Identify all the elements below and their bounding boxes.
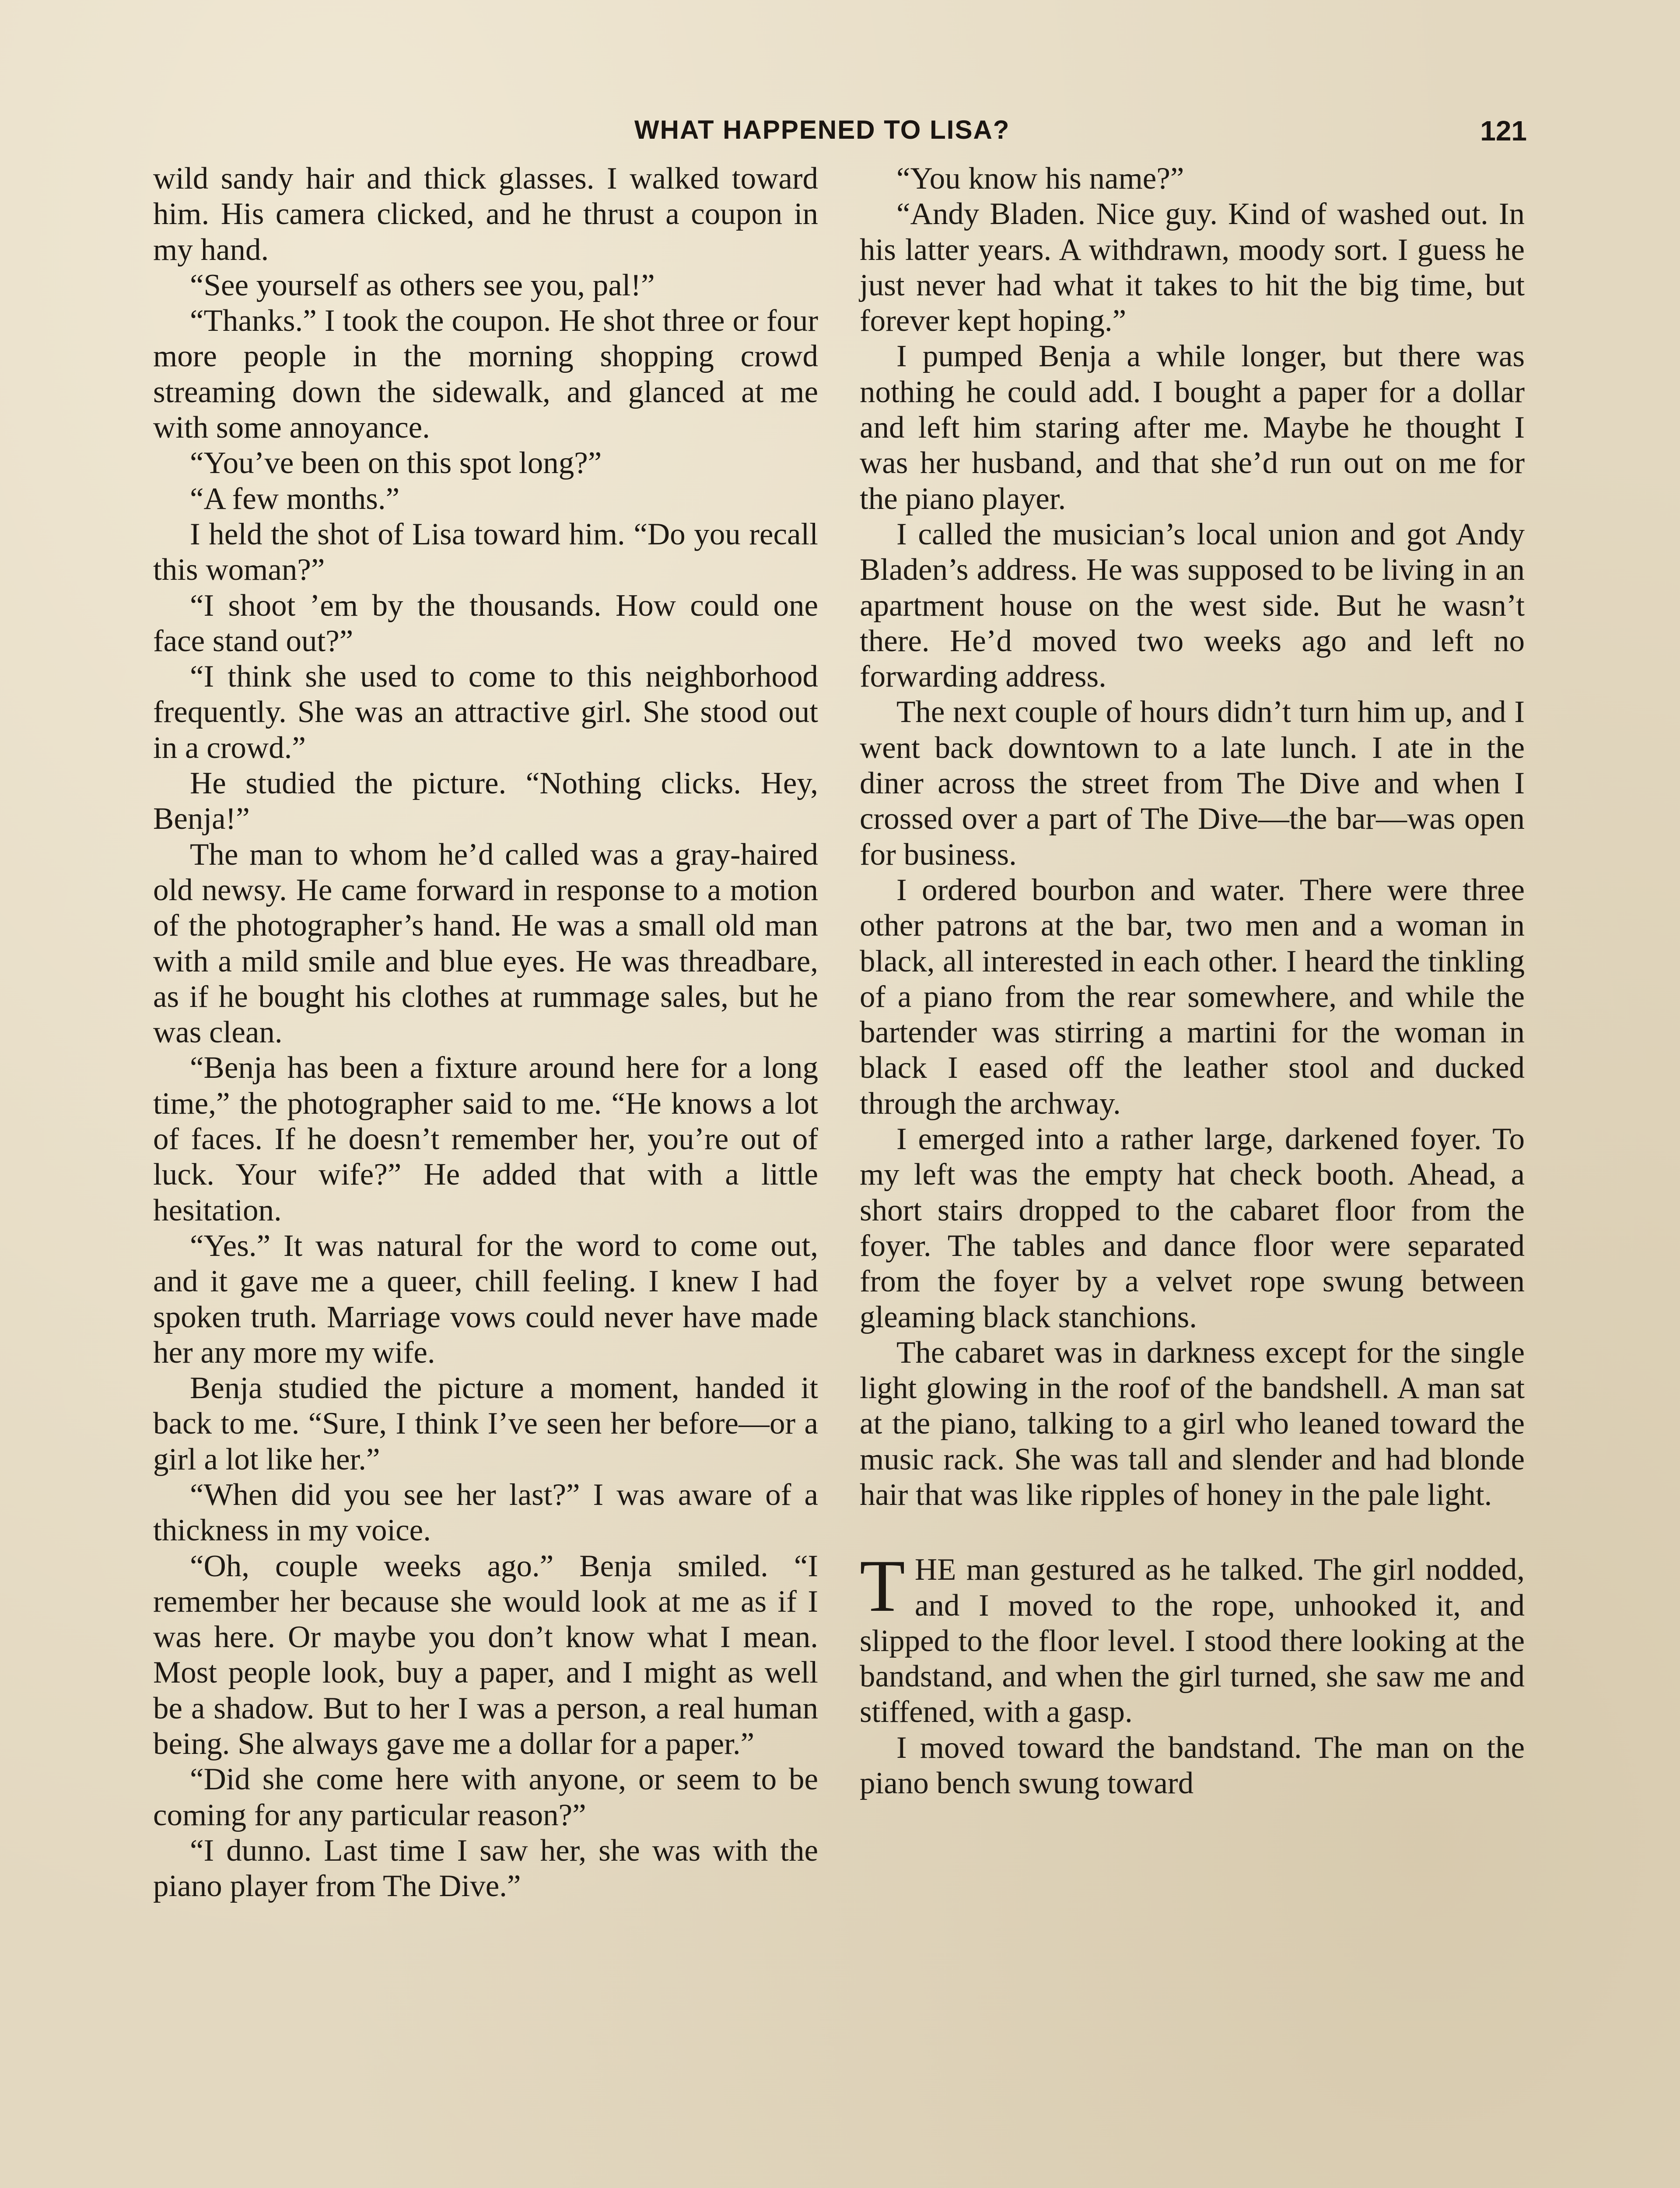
left-column [153,161,818,1904]
running-title: WHAT HAPPENED TO LISA? [634,115,1010,144]
page-number: 121 [1480,115,1527,147]
right-column [860,161,1525,1801]
page-header [153,115,1527,154]
paragraph: “Oh, couple weeks ago.” Benja smiled. “I remember her because she would look at me as if I was here. Or maybe you don’t know what I mean. Most people look, buy a paper, and I might as well be a shadow. But to her I was a person, a real human being. She always gave me a dollar for a paper.” [153,1549,818,1761]
paragraph: “Did she come here with anyone, or seem to be coming for any particular reason?” [153,1762,818,1832]
paragraph: “See yourself as others see you, pal!” [190,268,655,302]
paragraph: I emerged into a rather large, darkened foyer. To my left was the empty hat check booth. Ahead, a short stairs dropped to the cabaret floor from the foyer. The tables and dance floor were separated from the foyer by a velvet rope swung between gleaming black stanchions. [860,1122,1525,1334]
drop-cap: T [860,1545,905,1627]
paragraph: “When did you see her last?” I was aware of a thickness in my voice. [153,1477,818,1548]
section-start-text: HE man gestured as he talked. The girl nodded, and I moved to the rope, unhooked it, and slipped to the floor level. I stood there looking at the bandstand, and when the girl turned, she saw me and stiffened, with a gasp. [860,1553,1525,1729]
paragraph: I moved toward the bandstand. The man on the piano bench swung toward [860,1730,1525,1801]
paragraph: “I dunno. Last time I saw her, she was with the piano player from The Dive.” [153,1833,818,1904]
paragraph: “I think she used to come to this neighborhood frequently. She was an attractive girl. She stood out in a crowd.” [153,659,818,765]
paragraph: Benja studied the picture a moment, handed it back to me. “Sure, I think I’ve seen her before—or a girl a lot like her.” [153,1371,818,1476]
paragraph: The man to whom he’d called was a gray-haired old newsy. He came forward in response to a motion of the photographer’s hand. He was a small old man with a mild smile and blue eyes. He was threadbare, as if he bought his clothes at rummage sales, but he was clean. [153,837,818,1050]
paragraph: “I shoot ’em by the thousands. How could one face stand out?” [153,588,818,658]
paragraph: “Thanks.” I took the coupon. He shot three or four more people in the morning shopping crowd streaming down the sidewalk, and glanced at me with some annoyance. [153,304,818,445]
paragraph: I called the musician’s local union and got Andy Bladen’s address. He was supposed to be living in an apartment house on the west side. But he wasn’t there. He’d moved two weeks ago and left no forwarding address. [860,517,1525,694]
paragraph: “A few months.” [190,481,400,516]
paragraph: He studied the picture. “Nothing clicks. Hey, Benja!” [153,766,818,836]
paragraph: “Yes.” It was natural for the word to come out, and it gave me a queer, chill feeling. I knew I had spoken truth. Marriage vows could never have made her any more my wife. [153,1228,818,1370]
paragraph: wild sandy hair and thick glasses. I walked toward him. His camera clicked, and he thrust a coupon in my hand. [153,161,818,267]
paragraph: “Benja has been a fixture around here for a long time,” the photographer said to me. “He knows a lot of faces. If he doesn’t remember her, you’re out of luck. Your wife?” He added that with a little hesitation. [153,1051,818,1227]
paragraph: “Andy Bladen. Nice guy. Kind of washed out. In his latter years. A withdrawn, moody sort. I guess he just never had what it takes to hit the big time, but forever kept hoping.” [860,197,1525,338]
paragraph: I pumped Benja a while longer, but there was nothing he could add. I bought a paper for a dollar and left him staring after me. Maybe he thought I was her husband, and that she’d run out on me for the piano player. [860,339,1525,516]
section-start-paragraph [860,1545,1525,1730]
paragraph: I held the shot of Lisa toward him. “Do you recall this woman?” [153,517,818,587]
paragraph: The next couple of hours didn’t turn him up, and I went back downtown to a late lunch. I ate in the diner across the street from The Dive and when I crossed over a part of The Dive—the bar—was open for business. [860,695,1525,872]
paragraph: The cabaret was in darkness except for the single light glowing in the roof of the bandshell. A man sat at the piano, talking to a girl who leaned toward the music rack. She was tall and slender and had blonde hair that was like ripples of honey in the pale light. [860,1335,1525,1512]
paragraph: “You’ve been on this spot long?” [190,446,602,480]
paragraph: “You know his name?” [896,161,1184,196]
paragraph: I ordered bourbon and water. There were three other patrons at the bar, two men and a woman in black, all interested in each other. I heard the tinkling of a piano from the rear somewhere, and while the bartender was stirring a martini for the woman in black I eased off the leather stool and ducked through the archway. [860,873,1525,1121]
